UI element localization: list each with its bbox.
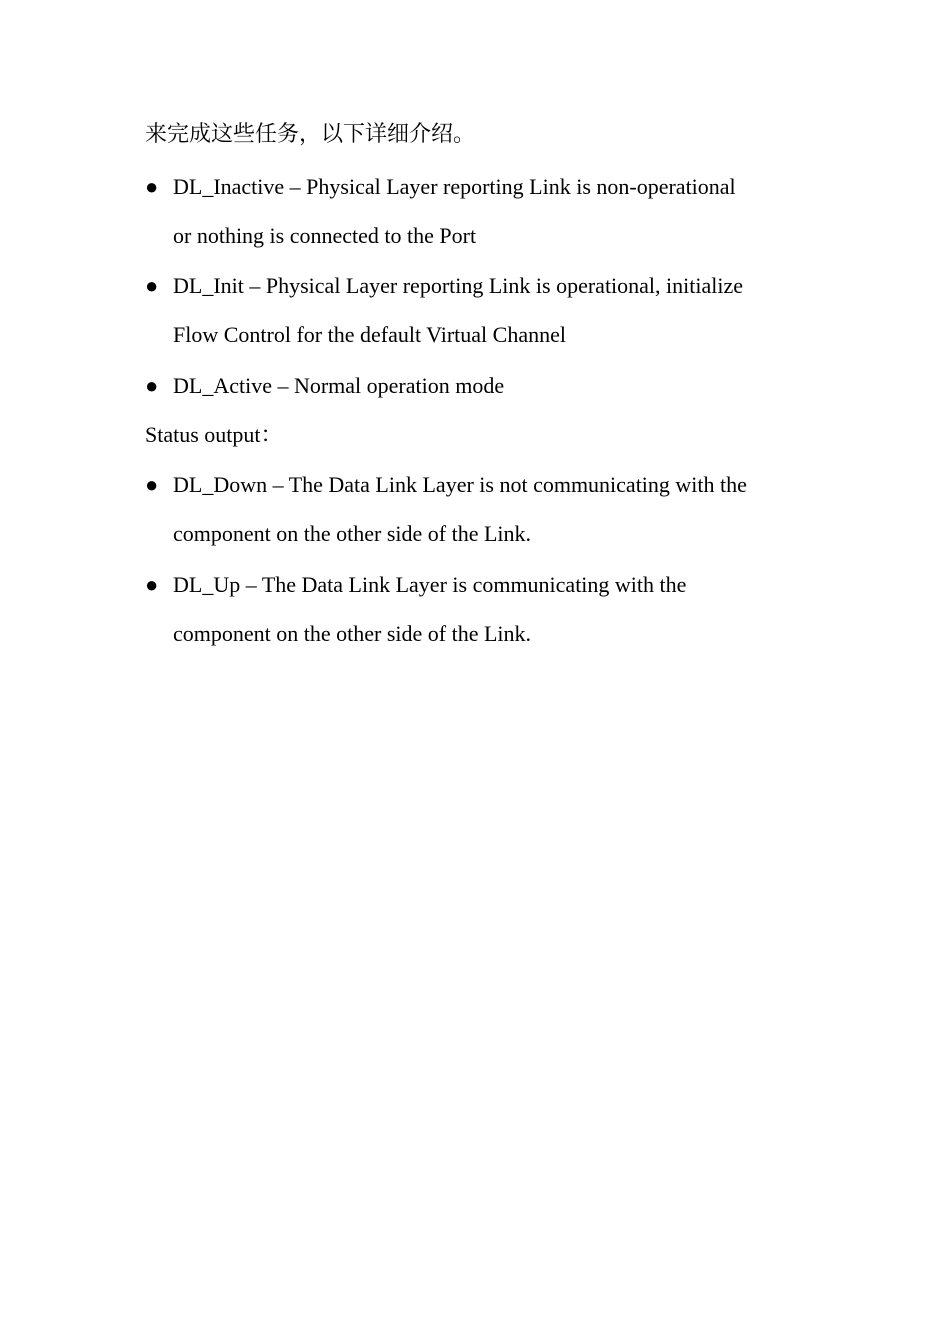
list-item-dl-init xyxy=(145,273,825,347)
intro-paragraph: 来完成这些任务，以下详细介绍。 xyxy=(145,121,476,146)
bullet-icon: ● xyxy=(145,373,159,398)
list-item-text-line2: or nothing is connected to the Port xyxy=(173,223,477,248)
bullet-icon: ● xyxy=(145,273,159,298)
list-item-text-line1: DL_Active – Normal operation mode xyxy=(173,373,505,398)
list-item-text-line1: DL_Init – Physical Layer reporting Link is operational, initialize xyxy=(173,273,744,298)
bullet-icon: ● xyxy=(145,572,159,597)
list-item-dl-inactive xyxy=(145,174,825,248)
list-item-dl-active xyxy=(145,375,825,399)
status-output-heading: Status output： xyxy=(145,422,283,447)
list-item-text-line1: DL_Down – The Data Link Layer is not communicating with the xyxy=(173,472,747,497)
list-item-text-line1: DL_Up – The Data Link Layer is communicating with the xyxy=(173,572,687,597)
list-item-text-line2: component on the other side of the Link. xyxy=(173,621,532,646)
list-item-text-line2: component on the other side of the Link. xyxy=(173,521,532,546)
list-item-text-line1: DL_Inactive – Physical Layer reporting Link is non-operational xyxy=(173,174,736,199)
bullet-icon: ● xyxy=(145,174,159,199)
list-item-dl-up xyxy=(145,572,825,646)
list-item-text-line2: Flow Control for the default Virtual Channel xyxy=(173,322,566,347)
bullet-icon: ● xyxy=(145,472,159,497)
list-item-dl-down xyxy=(145,472,825,546)
